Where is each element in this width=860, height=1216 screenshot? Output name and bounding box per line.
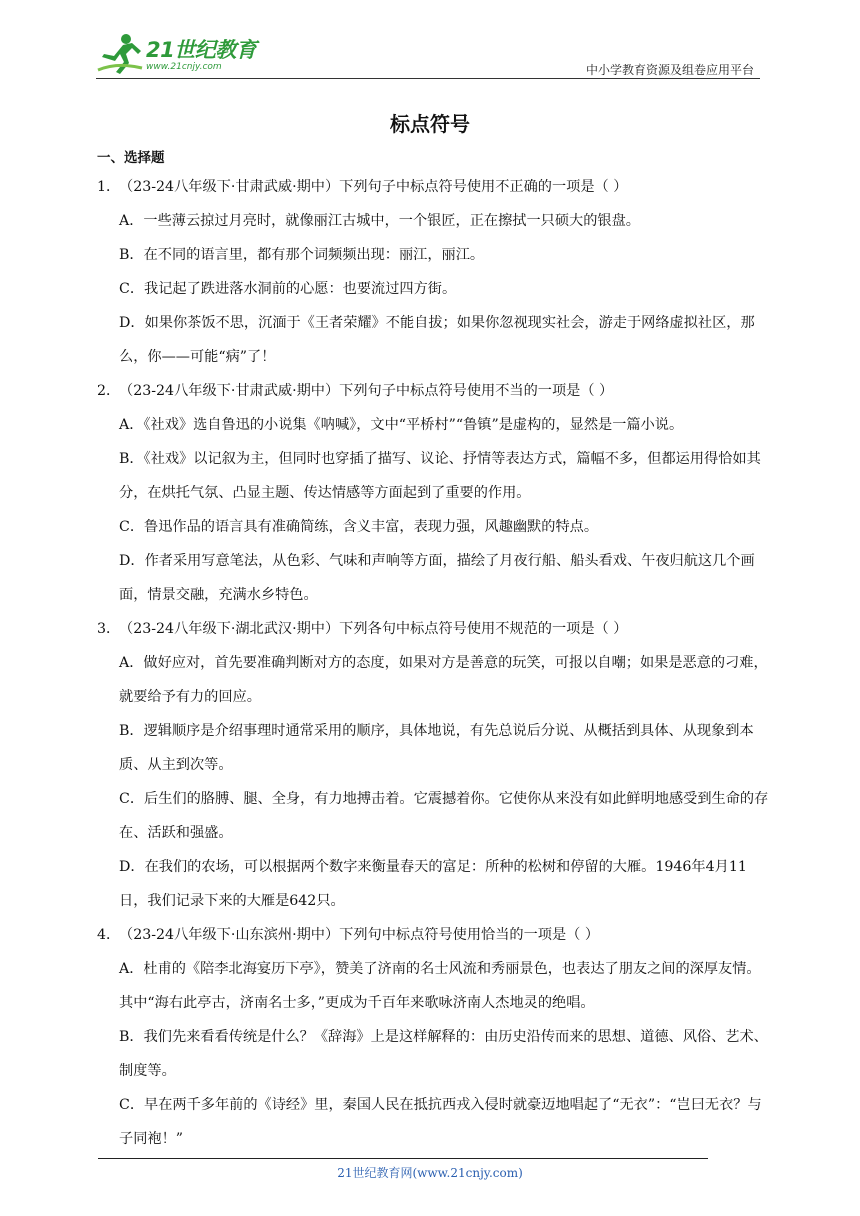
option-a: A．一些薄云掠过月亮时，就像丽江古城中，一个银匠，正在擦拭一只硕大的银盘。: [119, 213, 640, 229]
option-b: B．我们先来看看传统是什么？《辞海》上是这样解释的：由历史沿传而来的思想、道德、风俗、艺术、制度等。: [119, 1029, 768, 1079]
option-c: C．后生们的胳膊、腿、全身，有力地搏击着。它震撼着你。它使你从来没有如此鲜明地感受到生命的存在、活跃和强盛。: [119, 791, 769, 841]
question-stem: [97, 918, 769, 952]
option-b: B．在不同的语言里，都有那个词频频出现：丽江，丽江。: [119, 247, 485, 263]
option-a: A．杜甫的《陪李北海宴历下亭》，赞美了济南的名士风流和秀丽景色，也表达了朋友之间的深厚友情。其中“海右此亭古，济南名士多，”更成为千百年来歌咏济南人杰地灵的绝唱。: [119, 961, 761, 1011]
option-a: A．《社戏》选自鲁迅的小说集《呐喊》，文中“平桥村”“鲁镇”是虚构的，显然是一篇小说。: [119, 417, 684, 433]
question-text: （23-24八年级下·山东滨州·期中）下列句中标点符号使用恰当的一项是（ ）: [119, 927, 600, 943]
runner-logo-icon: [96, 32, 144, 76]
platform-name: 中小学教育资源及组卷应用平台: [585, 63, 754, 77]
question-number: 2．: [97, 383, 121, 399]
option-c: C．早在两千多年前的《诗经》里，秦国人民在抵抗西戎入侵时就豪迈地唱起了“无衣”：“岂曰无衣？与子同袍！”: [119, 1097, 762, 1147]
footer-divider: [98, 1158, 708, 1159]
question-4: [97, 918, 769, 1156]
logo: [96, 32, 266, 78]
question-number: 1．: [97, 179, 121, 195]
option-a: A．做好应对，首先要准确判断对方的态度，如果对方是善意的玩笑，可报以自嘲；如果是恶意的刁难，就要给予有力的回应。: [119, 655, 768, 705]
question-3: [97, 612, 769, 918]
option-c: C．我记起了跌进落水洞前的心愿：也要流过四方街。: [119, 281, 457, 297]
question-2: [97, 374, 769, 612]
footer-link[interactable]: 21世纪教育网(www.21cnjy.com): [337, 1166, 523, 1180]
question-1: [97, 170, 769, 374]
question-stem: [97, 612, 769, 646]
question-number: 4．: [97, 927, 121, 943]
option-d: D．如果你茶饭不思，沉湎于《王者荣耀》不能自拔；如果你忽视现实社会，游走于网络虚拟社区，那么，你——可能“病”了！: [119, 315, 755, 365]
logo-url: www.21cnjy.com: [146, 62, 222, 72]
question-text: （23-24八年级下·甘肃武威·期中）下列句子中标点符号使用不正确的一项是（ ）: [119, 179, 628, 195]
option-b: B．《社戏》以记叙为主，但同时也穿插了描写、议论、抒情等表达方式，篇幅不多，但都运用得恰如其分，在烘托气氛、凸显主题、传达情感等方面起到了重要的作用。: [119, 451, 761, 501]
question-stem: [97, 170, 769, 204]
option-b: B．逻辑顺序是介绍事理时通常采用的顺序，具体地说，有先总说后分说、从概括到具体、从现象到本质、从主到次等。: [119, 723, 754, 773]
section-heading: 一、选择题: [97, 150, 165, 166]
page-header: [96, 28, 760, 80]
question-list: [97, 170, 769, 1156]
question-number: 3．: [97, 621, 121, 637]
option-d: D．作者采用写意笔法，从色彩、气味和声响等方面，描绘了月夜行船、船头看戏、午夜归航这几个画面，情景交融，充满水乡特色。: [119, 553, 755, 603]
option-d: D．在我们的农场，可以根据两个数字来衡量春天的富足：所种的松树和停留的大雁。1946年4月11日，我们记录下来的大雁是642只。: [119, 859, 747, 909]
question-text: （23-24八年级下·湖北武汉·期中）下列各句中标点符号使用不规范的一项是（ ）: [119, 621, 628, 637]
option-c: C．鲁迅作品的语言具有准确简练，含义丰富，表现力强，风趣幽默的特点。: [119, 519, 599, 535]
logo-text: 21世纪教育: [146, 38, 257, 62]
question-stem: [97, 374, 769, 408]
page-title: 标点符号: [390, 112, 470, 136]
question-text: （23-24八年级下·甘肃武威·期中）下列句子中标点符号使用不当的一项是（ ）: [119, 383, 614, 399]
header-divider: [96, 78, 760, 79]
